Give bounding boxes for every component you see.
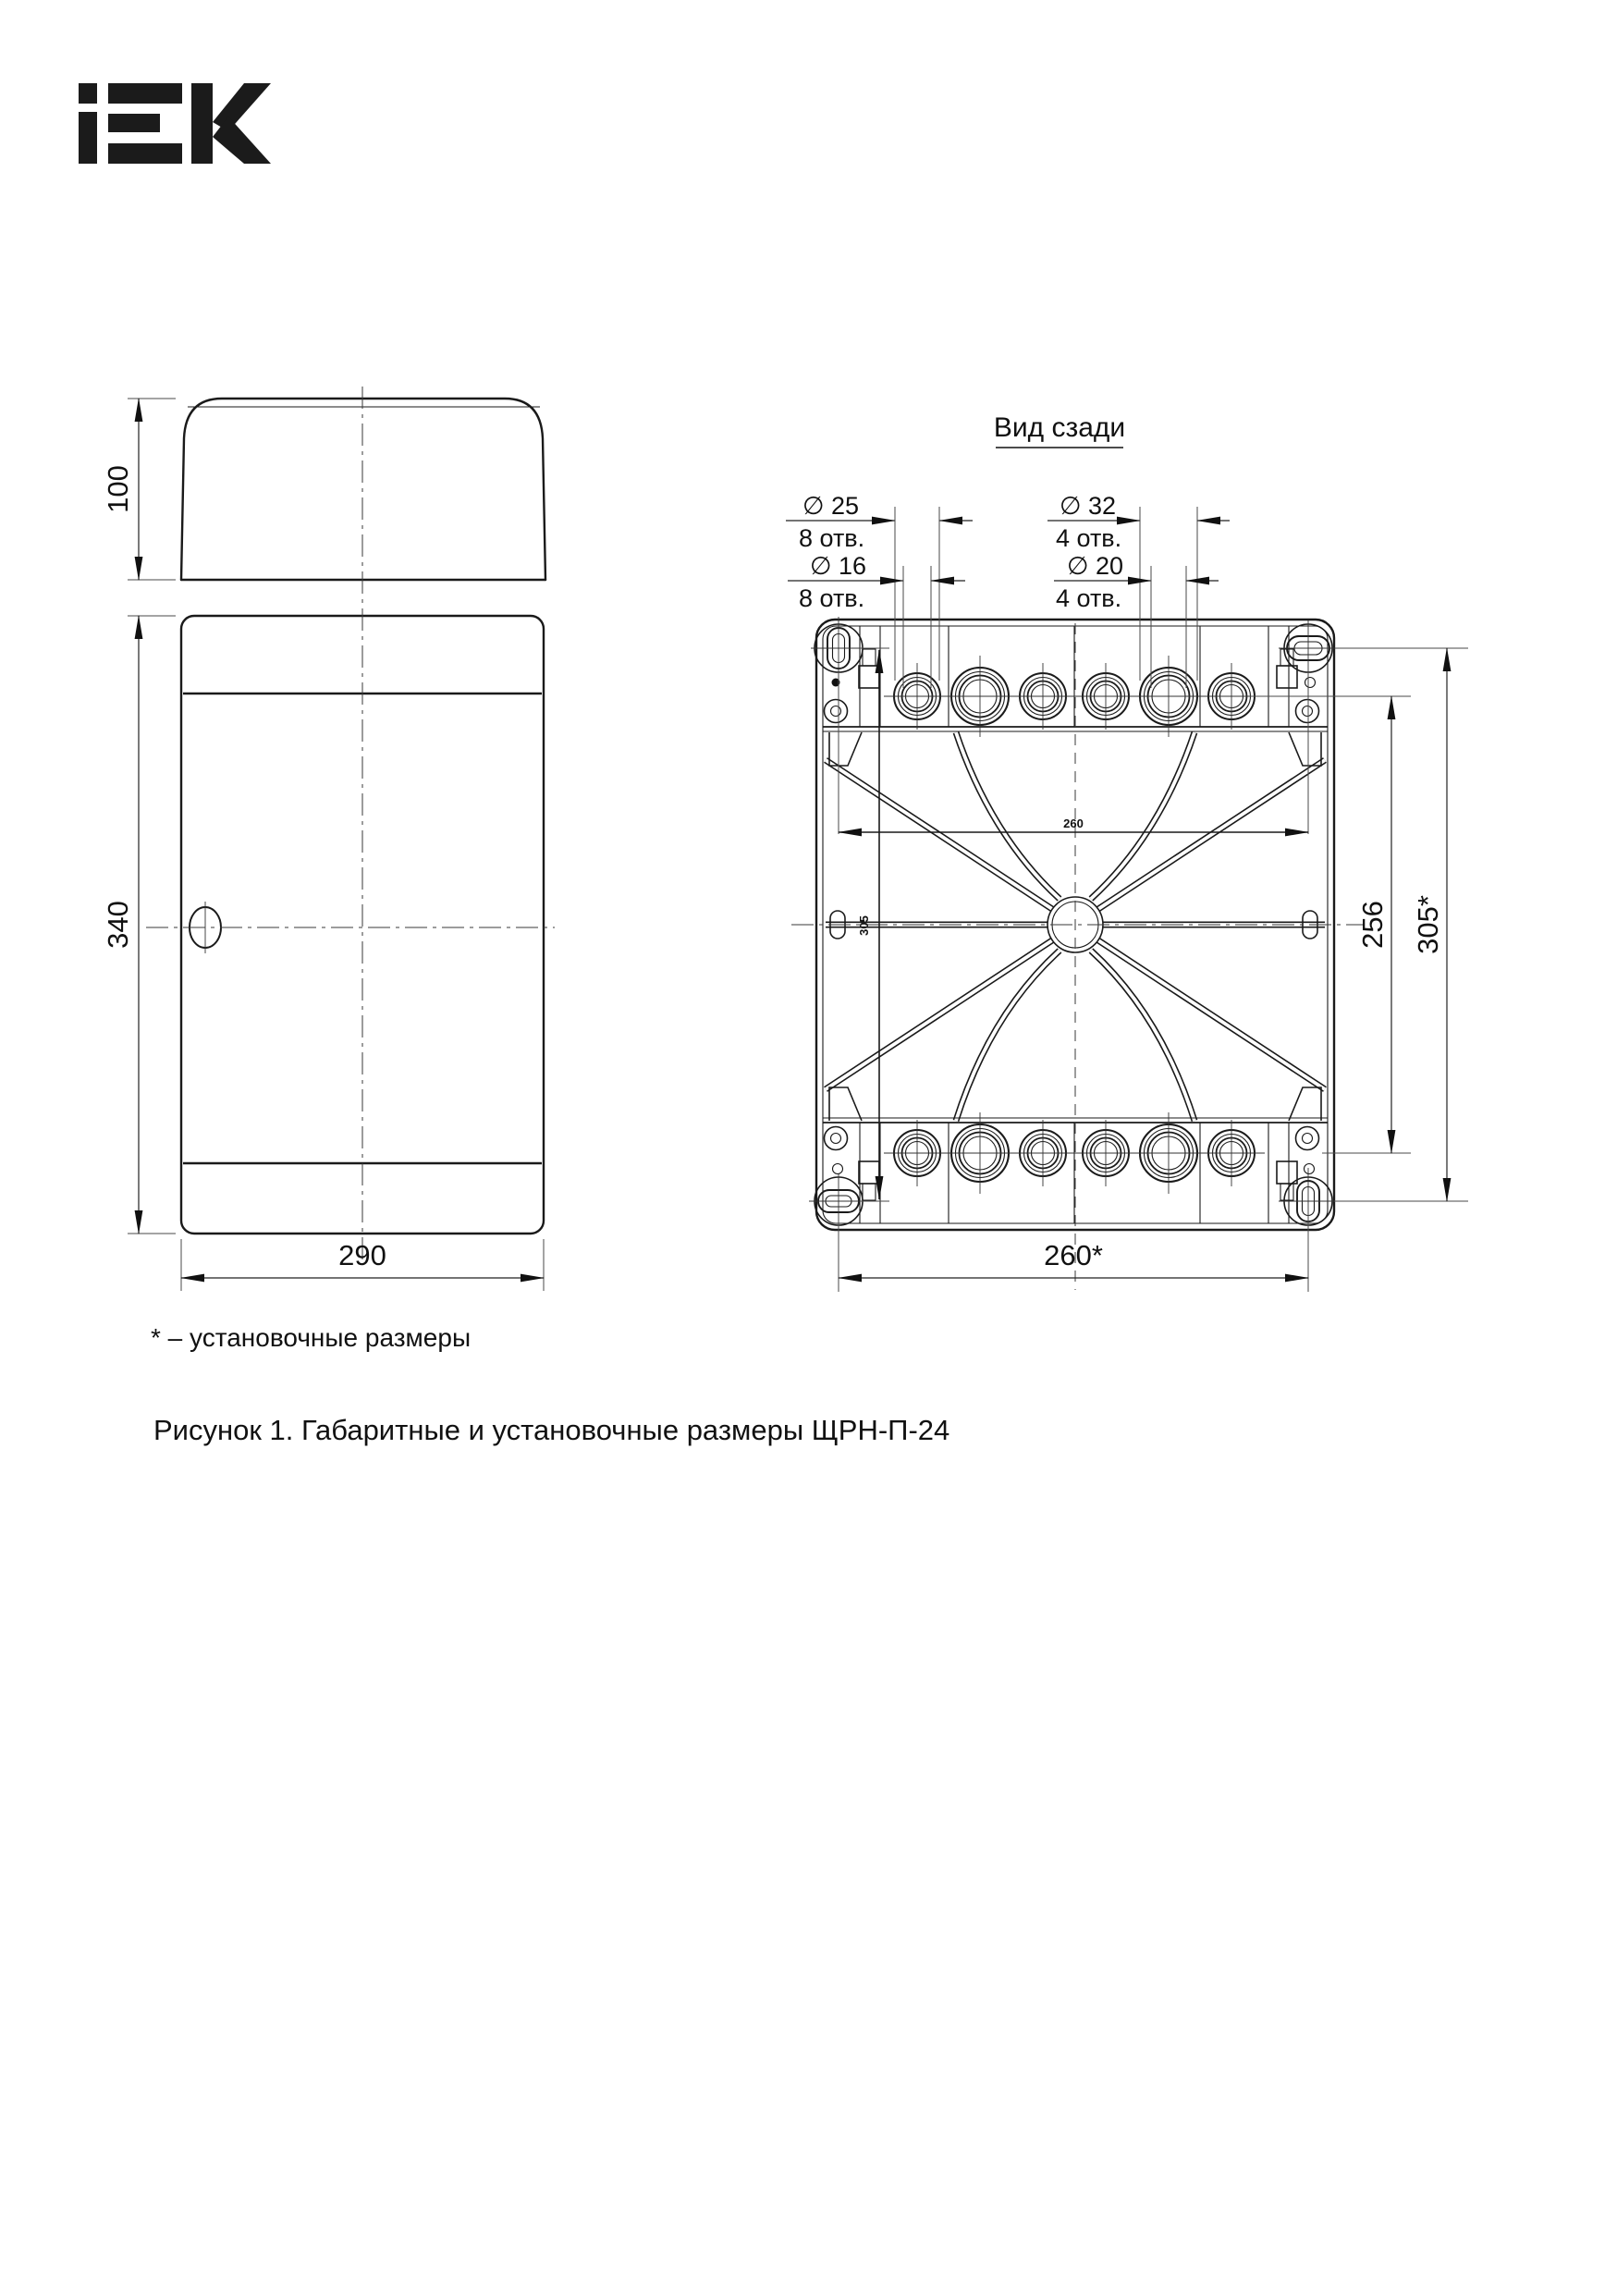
front-view-width-label: 290 bbox=[338, 1239, 386, 1271]
svg-text:260*: 260* bbox=[1044, 1239, 1103, 1271]
footnote: * – установочные размеры bbox=[151, 1323, 472, 1352]
top-view-drawing bbox=[181, 399, 545, 580]
svg-text:∅ 32: ∅ 32 bbox=[1060, 492, 1117, 520]
svg-text:305: 305 bbox=[857, 915, 871, 936]
dimension-290 bbox=[181, 1239, 544, 1291]
svg-text:8 отв.: 8 отв. bbox=[799, 584, 865, 612]
corner-top-right bbox=[1277, 620, 1338, 723]
svg-text:∅ 20: ∅ 20 bbox=[1067, 552, 1124, 580]
svg-text:4 отв.: 4 отв. bbox=[1056, 584, 1122, 612]
svg-text:256: 256 bbox=[1356, 901, 1390, 949]
corner-bottom-right bbox=[1277, 1127, 1338, 1234]
corner-bottom-left bbox=[809, 1127, 879, 1230]
front-view-height-label: 340 bbox=[102, 901, 135, 949]
top-view-height-label: 100 bbox=[102, 465, 135, 513]
svg-text:∅ 16: ∅ 16 bbox=[810, 552, 867, 580]
corner-top-left bbox=[811, 617, 879, 723]
rear-view-title: Вид сзади bbox=[993, 412, 1126, 443]
dimension-100 bbox=[102, 399, 176, 580]
svg-text:305*: 305* bbox=[1412, 895, 1445, 954]
svg-text:4 отв.: 4 отв. bbox=[1056, 524, 1122, 552]
dimension-260 bbox=[839, 1215, 1308, 1292]
front-view-drawing bbox=[146, 387, 555, 1259]
svg-text:260: 260 bbox=[1063, 816, 1084, 830]
svg-text:∅ 25: ∅ 25 bbox=[802, 492, 860, 520]
figure-caption: Рисунок 1. Габаритные и установочные размеры ЩРН-П-24 bbox=[153, 1414, 950, 1446]
svg-text:8 отв.: 8 отв. bbox=[799, 524, 865, 552]
dimension-340 bbox=[102, 616, 176, 1234]
iek-logo bbox=[79, 83, 271, 164]
